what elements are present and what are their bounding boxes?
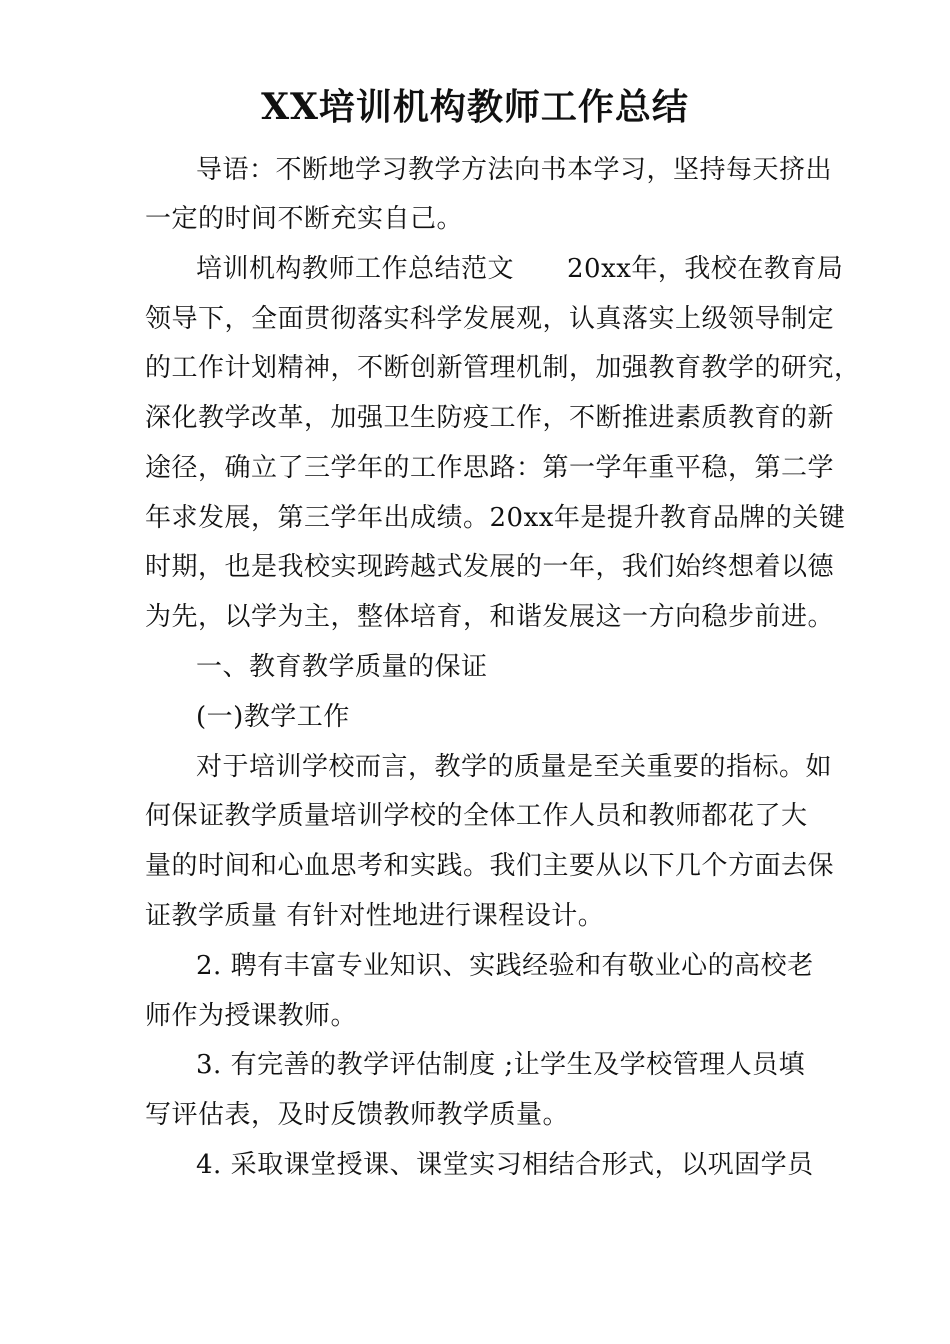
paragraph-body-line-7: 时期，也是我校实现跨越式发展的一年，我们始终想着以德 (145, 552, 835, 582)
paragraph-body-line-6: 年求发展，第三学年出成绩。20xx年是提升教育品牌的关键 (145, 503, 846, 533)
list-item-3-line-2: 写评估表，及时反馈教师教学质量。 (145, 1100, 570, 1130)
list-item-4-line-1: 4. 采取课堂授课、课堂实习相结合形式，以巩固学员 (196, 1150, 814, 1180)
list-item-2-line-1: 2. 聘有丰富专业知识、实践经验和有敬业心的高校老 (196, 951, 814, 981)
subsection-heading: (一)教学工作 (196, 702, 350, 732)
paragraph-body-line-8: 为先，以学为主，整体培育，和谐发展这一方向稳步前进。 (145, 602, 835, 632)
paragraph-body-line-1: 培训机构教师工作总结范文 20xx年，我校在教育局 (196, 254, 844, 284)
list-item-2-line-2: 师作为授课教师。 (145, 1001, 358, 1031)
document-title: XX培训机构教师工作总结 (261, 86, 689, 128)
paragraph-intro-line-2: 一定的时间不断充实自己。 (145, 204, 464, 234)
paragraph-quality-line-1: 对于培训学校而言，教学的质量是至关重要的指标。如 (196, 752, 833, 782)
paragraph-quality-line-4: 证教学质量 有针对性地进行课程设计。 (145, 901, 605, 931)
list-item-3-line-1: 3. 有完善的教学评估制度 ;让学生及学校管理人员填 (196, 1050, 806, 1080)
paragraph-intro-line-1: 导语：不断地学习教学方法向书本学习，坚持每天挤出 (196, 155, 833, 185)
section-heading: 一、教育教学质量的保证 (196, 652, 488, 682)
paragraph-quality-line-3: 量的时间和心血思考和实践。我们主要从以下几个方面去保 (145, 851, 835, 881)
paragraph-body-line-2: 领导下，全面贯彻落实科学发展观，认真落实上级领导制定 (145, 304, 835, 334)
paragraph-quality-line-2: 何保证教学质量培训学校的全体工作人员和教师都花了大 (145, 801, 808, 831)
paragraph-body-line-4: 深化教学改革，加强卫生防疫工作，不断推进素质教育的新 (145, 403, 835, 433)
paragraph-body-line-5: 途径，确立了三学年的工作思路：第一学年重平稳，第二学 (145, 453, 835, 483)
paragraph-body-line-3: 的工作计划精神，不断创新管理机制，加强教育教学的研究， (145, 353, 861, 383)
